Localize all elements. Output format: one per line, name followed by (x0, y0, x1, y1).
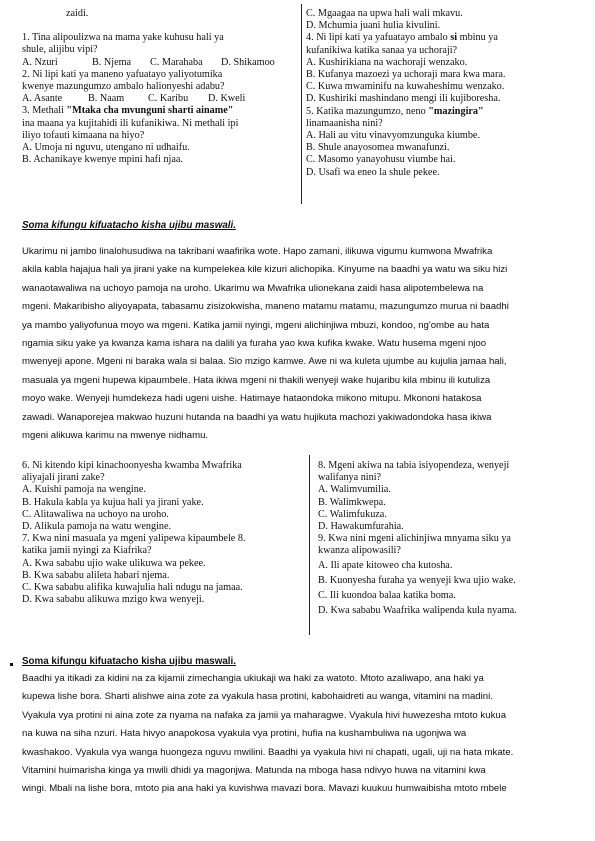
question-1-options (22, 57, 298, 69)
option-b[interactable]: B. Achanikaye kwenye mpini hafi njaa. (22, 154, 183, 166)
question-5 (306, 106, 586, 179)
option-d[interactable]: D. Alikula pamoja na watu wengine. (22, 521, 172, 533)
option-a[interactable]: A. Kushirikiana na wachoraji wenzako. (306, 56, 468, 68)
question-9-stem-line: kwanza alipowasili? (318, 545, 401, 557)
option-b[interactable]: B. Kwa sababu alileta habari njema. (22, 569, 170, 581)
option-a[interactable]: A. Walimvumilia. (318, 484, 391, 496)
section-marker (10, 663, 13, 666)
option-b[interactable]: B. Hakula kabla ya kujua hali ya jirani yake. (22, 496, 204, 508)
passage-line: Baadhi ya itikadi za kidini na za kijamii zimechangia ukiukaji wa haki za watoto. Mtoto azaliwapo, ana haki ya (22, 673, 484, 684)
question-1-stem-line: shule, alijibu vipi? (22, 44, 98, 56)
option-a[interactable]: A. Asante (22, 93, 63, 105)
question-2 (22, 69, 298, 106)
passage-line: moyo wake. Wenyeji humdekeza hadi ugeni uishe. Hatimaye hataondoka mikono mitupu. Mkononi hatakosa (22, 393, 482, 405)
top-left-column (22, 8, 298, 166)
option-a[interactable]: A. Kuishi pamoja na wengine. (22, 484, 146, 496)
option-d[interactable]: D. Kushiriki mashindano mengi ili kujiboresha. (306, 93, 501, 105)
option-c[interactable]: C. Kwa sababu alifika kuwajulia hali ndugu na jamaa. (22, 582, 243, 594)
top-column-divider (301, 4, 302, 204)
option-c[interactable]: C. Walimfukuza. (318, 508, 387, 520)
option-d[interactable]: D. Kweli (208, 93, 246, 105)
question-1 (22, 32, 298, 69)
passage-1-body (22, 243, 582, 445)
passage-line: kwashakoo. Vyakula vya wanga huongeza nguvu mwilini. Baadhi ya vyakula hivi ni chapati, ugali, uji na hata mkate. (22, 746, 514, 758)
question-5-stem-line: linamaanisha nini? (306, 117, 383, 129)
question-3 (22, 105, 298, 166)
passage-line: mwenyeji apone. Mgeni ni baraka wala si balaa. Sio mzigo kamwe. Awe ni wa kuleta ujumbe au kujulia jamaa hali, (22, 356, 507, 368)
question-8-stem-line: 8. Mgeni akiwa na tabia isiyopendeza, wenyeji (318, 460, 510, 471)
option-a[interactable]: A. Umoja ni nguvu, utengano ni udhaifu. (22, 142, 190, 154)
passage-line: Vyakula vya protini ni aina zote za nyama na nafaka za jamii ya maharagwe. Vyakula hivi huwezesha mtoto kukua (22, 709, 507, 721)
option-b[interactable]: B. Naam (88, 93, 125, 105)
passage-1-heading: Soma kifungu kifuatacho kisha ujibu maswali. (22, 220, 236, 231)
question-9-stem-line: 9. Kwa nini mgeni alichinjiwa mnyama siku ya (318, 533, 511, 545)
option-b[interactable]: B. Njema (92, 56, 132, 68)
option-d[interactable]: D. Kwa sababu Waafrika walipenda kula nyama. (318, 604, 517, 616)
passage-2-body (22, 670, 582, 799)
passage-line: na kuwa na siha nzuri. Hata hivyo anapokosa vyakula vya protini, hufia na kushambuliwa na ugonjwa wa (22, 728, 467, 740)
top-right-column (306, 8, 586, 179)
option-a[interactable]: A. Ili apate kitoweo cha kutosha. (318, 559, 453, 571)
question-2-stem-line: kwenye mazungumzo ambalo halionyeshi adabu? (22, 81, 225, 93)
option-a[interactable]: A. Kwa sababu ujio wake ulikuwa wa pekee. (22, 557, 206, 569)
question-1-stem-line: 1. Tina alipoulizwa na mama yake kuhusu hali ya (22, 32, 224, 44)
passage-2-heading: Soma kifungu kifuatacho kisha ujibu maswali. (22, 656, 236, 667)
option-b[interactable]: B. Kufanya mazoezi ya uchoraji mara kwa mara. (306, 69, 506, 81)
option-d[interactable]: D. Kwa sababu alikuwa mzigo kwa wenyeji. (22, 594, 205, 606)
option-b[interactable]: B. Kuonyesha furaha ya wenyeji kwa ujio wake. (318, 574, 516, 586)
option-b[interactable]: B. Walimkwepa. (318, 496, 386, 508)
option-c[interactable]: C. Ili kuondoa balaa katika boma. (318, 589, 456, 601)
passage-line: masuala ya mgeni hupewa kipaumbele. Hata ikiwa mgeni ni thakili wenyeji wake hujaribu kila mbinu ili kutuliza (22, 374, 491, 386)
question-7 (22, 533, 306, 606)
option-c[interactable]: C. Mgaagaa na upwa hali wali mkavu. (306, 8, 463, 19)
question-2-options (22, 93, 298, 105)
mid-column-divider (309, 455, 310, 635)
mid-right-column (318, 460, 584, 618)
passage-line: kupewa lishe bora. Sharti alishwe aina zote za vyakula hasa protini, kabohaidreti au wanga, vitamini na madini. (22, 691, 493, 703)
option-b[interactable]: B. Shule anayosomea mwanafunzi. (306, 142, 450, 154)
passage-line: mgeni alikuwa karimu na mwenye nidhamu. (22, 430, 209, 442)
question-3-proverb: "Mtaka cha mvunguni sharti ainame" (66, 105, 234, 117)
question-7-stem-line: katika jamii nyingi za Kiafrika? (22, 545, 152, 557)
question-4-stem-line: 4. Ni lipi kati ya yafuatayo ambalo si mbinu ya (306, 32, 498, 44)
question-6 (22, 460, 306, 533)
question-3-stem-line: 3. Methali "Mtaka cha mvunguni sharti ainame" (22, 105, 234, 117)
passage-line: Vitamini huimarisha kinga ya mwili dhidi ya magonjwa. Matunda na mboga hasa ndivyo huwa na vitamini kwa (22, 765, 486, 777)
option-d[interactable]: D. Shikamoo (221, 56, 275, 68)
passage-line: wingi. Mbali na lishe bora, mtoto pia ana haki ya kuvishwa mavazi bora. Mavazi kuukuu humwaibisha mtoto mbele (22, 783, 507, 795)
question-6-stem-line: 6. Ni kitendo kipi kinachoonyesha kwamba Mwafrika (22, 460, 242, 471)
option-a[interactable]: A. Nzuri (22, 56, 58, 68)
question-5-stem-line: 5. Katika mazungumzo, neno "mazingira" (306, 105, 484, 117)
question-6-stem-line: aliyajali jirani zake? (22, 472, 105, 484)
option-a[interactable]: A. Hali au vitu vinavyomzunguka kiumbe. (306, 130, 481, 142)
passage-line: wanaotawaliwa na uchoyo pamoja na uroho. Ukarimu wa Mwafrika ulionekana zaidi hasa alipotembelewa na (22, 282, 484, 294)
option-c[interactable]: C. Kuwa mwaminifu na kuwaheshimu wenzako. (306, 81, 505, 93)
passage-line: Ukarimu ni jambo linalohusudiwa na takribani waafirika wote. Hapo zamani, ilikuwa vigumu kumwona Mwafrika (22, 246, 493, 257)
mid-left-column (22, 460, 306, 606)
question-3-stem-line: iliyo tofauti kimaana na hiyo? (22, 129, 145, 141)
question-7-stem-line: 7. Kwa nini masuala ya mgeni yalipewa kipaumbele 8. (22, 533, 246, 545)
question-8 (318, 460, 584, 533)
option-d[interactable]: D. Mchumia juani hulia kivulini. (306, 20, 441, 32)
option-c[interactable]: C. Masomo yanayohusu viumbe hai. (306, 154, 456, 166)
option-d[interactable]: D. Usafi wa eneo la shule pekee. (306, 166, 440, 178)
option-c[interactable]: C. Alitawaliwa na uchoyo na uroho. (22, 508, 169, 520)
fragment-text: zaidi. (66, 8, 89, 19)
question-9 (318, 533, 584, 617)
question-4 (306, 32, 586, 105)
passage-line: ya mambo yaliyofunua moyo wa mgeni. Katika jamii nyingi, mgeni alichinjiwa mbuzi, kondoo, ng'ombe au hata (22, 319, 490, 331)
option-c[interactable]: C. Karibu (148, 93, 189, 105)
passage-line: zawadi. Wanaporejea makwao huzuni hutanda na baadhi ya watu hujikuta machozi yakiwadondoka hasa ikiwa (22, 411, 492, 423)
option-c[interactable]: C. Marahaba (150, 56, 203, 68)
option-d[interactable]: D. Hawakumfurahia. (318, 521, 404, 533)
passage-line: akila kabla hajajua hali ya jirani yake na kumpelekea kile kizuri alichopika. Kinyume na baadhi ya watu wa siku hizi (22, 264, 508, 276)
question-3-stem-line: ina maana ya kujitahidi ili kufanikiwa. Ni methali ipi (22, 117, 239, 129)
question-8-stem-line: walifanya nini? (318, 472, 382, 484)
passage-line: ngamia siku yake ya kwanza kama ishara na dalili ya furaha yao kwa kufika kwake. Watu husema mgeni njoo (22, 338, 487, 350)
question-2-stem-line: 2. Ni lipi kati ya maneno yafuatayo yaliyotumika (22, 68, 223, 80)
passage-line: mgeni. Makaribisho aliyoyapata, tabasamu zisizokwisha, maneno matamu matamu, mazungumzo murua ni baadhi (22, 301, 509, 313)
question-4-stem-line: kufanikiwa katika sanaa ya uchoraji? (306, 44, 458, 56)
